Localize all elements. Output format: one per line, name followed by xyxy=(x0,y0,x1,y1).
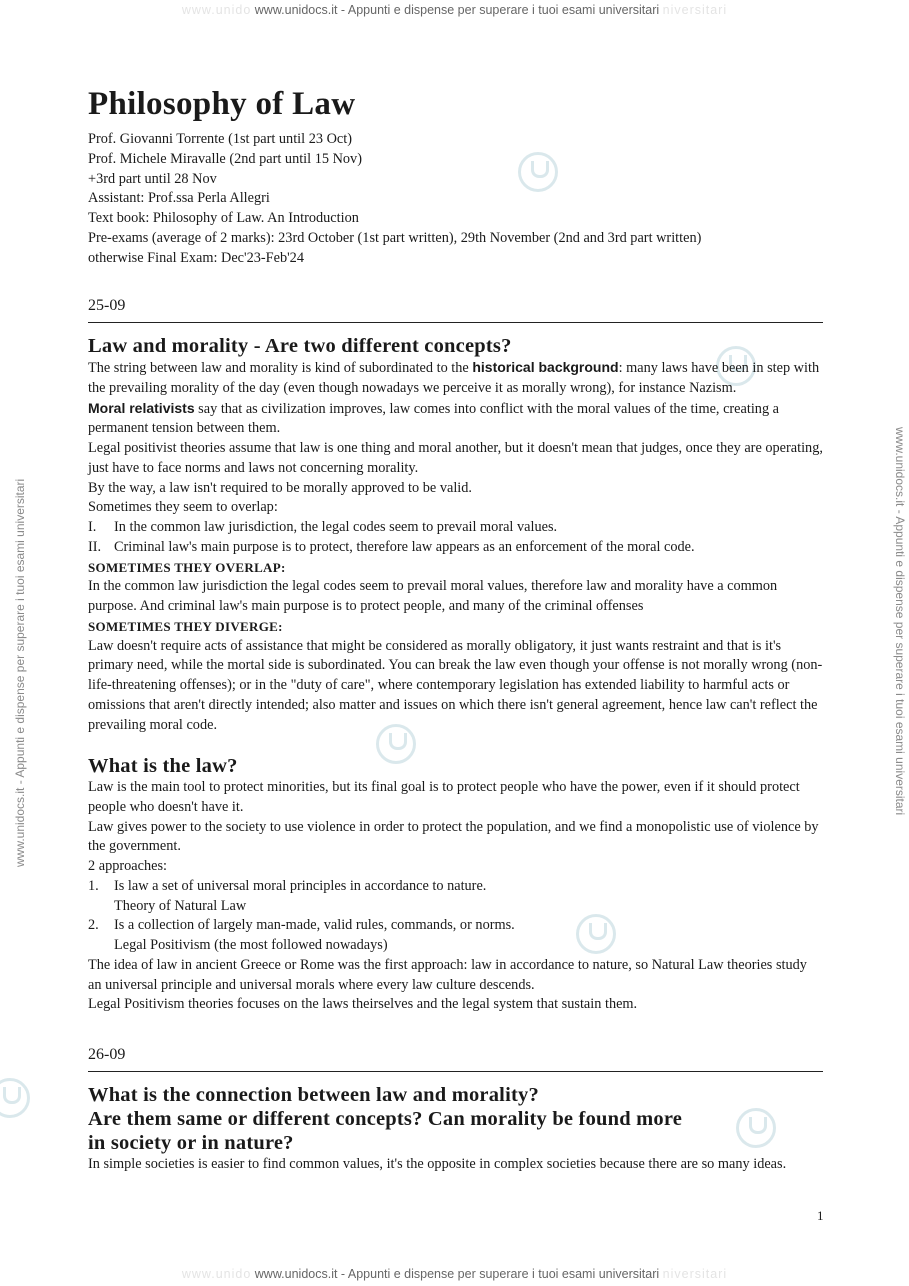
list-subitem: Theory of Natural Law xyxy=(114,897,247,914)
course-info-line: otherwise Final Exam: Dec'23-Feb'24 xyxy=(88,249,304,266)
paragraph: Law is the main tool to protect minorities, but its final goal is to protect people who have the power, even if it should protect people who doesn't have it. xyxy=(88,779,800,815)
watermark-ghost-right: niversitari xyxy=(662,3,728,17)
watermark-footer-ghost-left: www.unido xyxy=(181,1267,252,1281)
course-info-line: Text book: Philosophy of Law. An Introduction xyxy=(88,210,359,227)
paragraph: The idea of law in ancient Greece or Rome was the first approach: law in accordance to nature, so Natural Law theories study an universal principle and universal morals where every law culture descends. xyxy=(88,956,807,993)
course-info-line: Pre-exams (average of 2 marks): 23rd October (1st part written), 29th November (2nd and 3rd part written) xyxy=(88,229,702,246)
section-heading: What is the law? xyxy=(88,755,238,777)
paragraph xyxy=(88,399,823,440)
watermark-header-text: www.unidocs.it - Appunti e dispense per superare i tuoi esami universitari xyxy=(254,3,660,17)
course-info-line: Prof. Giovanni Torrente (1st part until 23 Oct) xyxy=(88,131,352,147)
lecture-date: 26-09 xyxy=(88,1046,126,1063)
list-number: II. xyxy=(88,538,102,555)
lecture-date: 25-09 xyxy=(88,297,126,314)
paragraph: Sometimes they seem to overlap: xyxy=(88,499,278,516)
list-item xyxy=(88,538,823,558)
paragraph: Law doesn't require acts of assistance that might be considered as morally obligatory, it just wants restraint and that is it's primary need, while the mortal side is subordinated. You can break the law even though your offense is not morally wrong (non-life-threatening offenses); or in the "duty of care", where contemporary legislation has extended liability to harmful acts or omissions that aren't directly intended; also matter and issues on which there isn't general agreement, hence law can't reflect the prevailing moral code. xyxy=(88,637,823,733)
list-item xyxy=(88,916,823,936)
section-heading: in society or in nature? xyxy=(88,1132,294,1154)
section-heading: Are them same or different concepts? Can morality be found more xyxy=(88,1108,683,1130)
list-subitem: Legal Positivism (the most followed nowadays) xyxy=(114,937,388,953)
watermark-logo-icon xyxy=(0,1078,30,1118)
list-text: Is a collection of largely man-made, valid rules, commands, or norms. xyxy=(114,917,515,934)
list-number: I. xyxy=(88,519,97,535)
page-number: 1 xyxy=(817,1208,824,1223)
course-info-line: Assistant: Prof.ssa Perla Allegri xyxy=(88,190,270,207)
section-heading: Law and morality - Are two different concepts? xyxy=(88,335,512,357)
section-law-morality-connection xyxy=(88,1083,823,1175)
list-text: Criminal law's main purpose is to protect, therefore law appears as an enforcement of the moral code. xyxy=(114,538,695,555)
watermark-footer-text: www.unidocs.it - Appunti e dispense per superare i tuoi esami universitari xyxy=(254,1267,660,1281)
course-info-line: +3rd part until 28 Nov xyxy=(88,170,217,187)
date-divider xyxy=(88,322,823,323)
text-run: The string between law and morality is kind of subordinated to the xyxy=(88,360,473,376)
list-number: 2. xyxy=(88,917,99,934)
course-info xyxy=(88,130,701,269)
paragraph: Legal Positivism theories focuses on the laws theirselves and the legal system that sustain them. xyxy=(88,996,638,1013)
highlight-term: Moral relativists xyxy=(88,399,195,416)
document-title: Philosophy of Law xyxy=(88,86,356,122)
paragraph: 2 approaches: xyxy=(88,858,167,874)
highlight-term: historical background xyxy=(472,359,619,375)
course-info-line: Prof. Michele Miravalle (2nd part until 15 Nov) xyxy=(88,150,362,167)
list-number: 1. xyxy=(88,877,99,894)
section-what-is-law xyxy=(88,754,823,1015)
section-heading: What is the connection between law and morality? xyxy=(88,1084,539,1106)
watermark-side-right: www.unidocs.it - Appunti e dispense per superare i tuoi esami universitari xyxy=(893,427,907,816)
paragraph xyxy=(88,358,823,399)
watermark-header xyxy=(0,3,909,17)
watermark-footer-ghost-right: niversitari xyxy=(662,1267,728,1281)
paragraph: Legal positivist theories assume that law is one thing and moral another, but it doesn't mean that judges, once they are operating, just have to face norms and laws not concerning morality. xyxy=(88,440,823,476)
list-text: In the common law jurisdiction, the legal codes seem to prevail moral values. xyxy=(114,519,558,535)
text-run: : many laws have been in step with the prevailing morality of the day (even though nowadays we perceive it as morally wrong), for instance Nazism. xyxy=(88,360,820,396)
watermark-footer xyxy=(0,1267,909,1281)
text-run: say that as civilization improves, law comes into conflict with the moral values of the time, creating a permanent tension between them. xyxy=(88,400,780,437)
paragraph: In the common law jurisdiction the legal codes seem to prevail moral values, therefore law and morality have a common purpose. And criminal law's main purpose is to protect people, and many of the criminal offenses xyxy=(88,578,778,614)
subheading-diverge: SOMETIMES THEY DIVERGE: xyxy=(88,618,283,634)
paragraph: Law gives power to the society to use violence in order to protect the population, and we find a monopolistic use of violence by the government. xyxy=(88,818,819,855)
watermark-side-left: www.unidocs.it - Appunti e dispense per superare i tuoi esami universitari xyxy=(13,478,27,867)
paragraph: By the way, a law isn't required to be morally approved to be valid. xyxy=(88,479,472,496)
list-item xyxy=(88,518,823,538)
date-divider xyxy=(88,1071,823,1072)
paragraph: In simple societies is easier to find common values, it's the opposite in complex societies because there are so many ideas. xyxy=(88,1156,787,1172)
list-text: Is law a set of universal moral principles in accordance to nature. xyxy=(114,877,487,894)
list-item xyxy=(88,877,823,897)
subheading-overlap: SOMETIMES THEY OVERLAP: xyxy=(88,559,286,575)
watermark-ghost-left: www.unido xyxy=(181,3,252,17)
section-law-and-morality xyxy=(88,334,823,735)
